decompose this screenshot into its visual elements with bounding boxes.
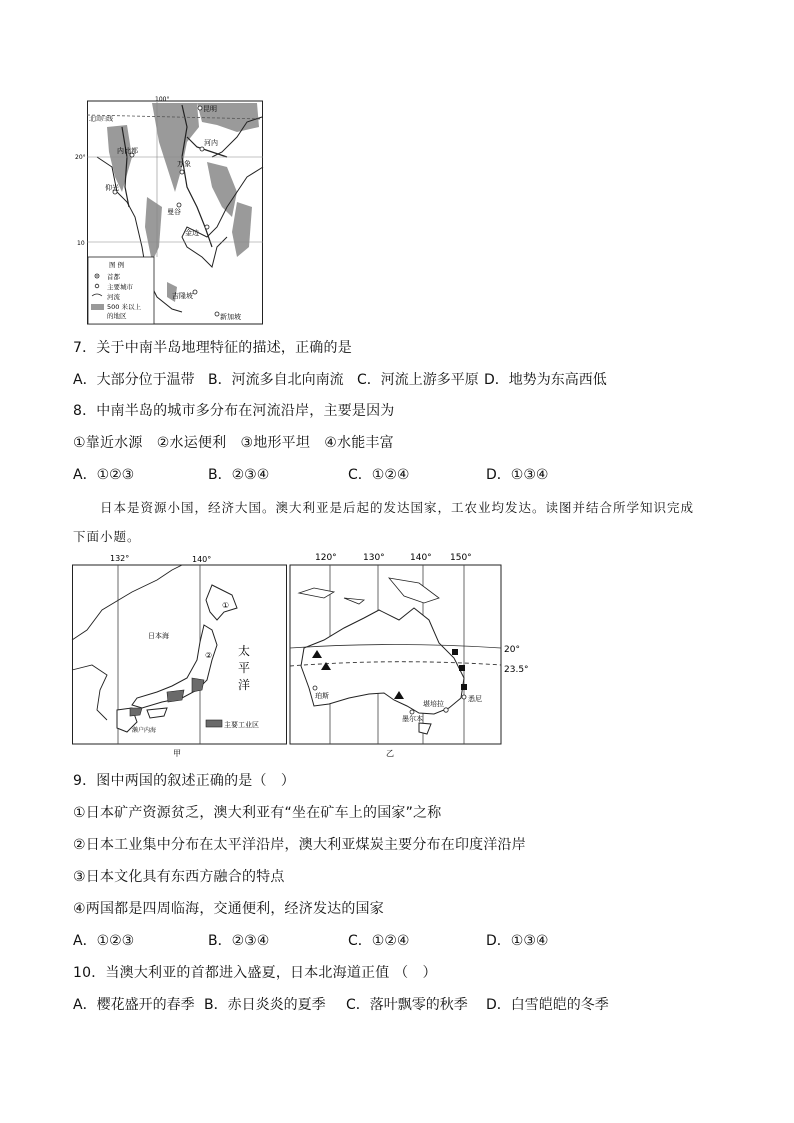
legend-swatch — [206, 720, 222, 727]
svg-text:主要城市: 主要城市 — [107, 283, 133, 291]
q10-option-b[interactable]: B．赤日炎炎的夏季 — [204, 997, 326, 1013]
tropic-label: 北回归线 — [89, 116, 114, 123]
q9-statement-1: ①日本矿产资源贫乏，澳大利亚有“坐在矿车上的国家”之称 — [73, 805, 442, 821]
q8-option-b[interactable]: B．②③④ — [208, 467, 270, 483]
city-hanoi: 河内 — [204, 139, 218, 147]
lat-20-label: 20° — [504, 645, 520, 655]
q10-option-a[interactable]: A．樱花盛开的春季 — [73, 997, 195, 1013]
q8-option-c[interactable]: C．①②④ — [348, 467, 410, 483]
lat-23-5-label: 23.5° — [504, 665, 529, 675]
sea-label: 日本海 — [148, 632, 169, 640]
q9-stem: 9．图中两国的叙述正确的是（ ） — [73, 773, 296, 789]
q8-option-d[interactable]: D．①③④ — [486, 467, 549, 483]
city-phnompenh: 金边 — [185, 229, 199, 237]
svg-text:首都: 首都 — [107, 273, 120, 281]
q9-option-b[interactable]: B．②③④ — [208, 933, 270, 949]
city-yangon: 仰光 — [105, 184, 119, 192]
q9-statement-3: ③日本文化具有东西方融合的特点 — [73, 869, 285, 885]
indochina-map — [75, 96, 263, 325]
city-perth: 珀斯 — [315, 692, 329, 700]
q8-items: ①靠近水源 ②水运便利 ③地形平坦 ④水能丰富 — [73, 435, 394, 451]
q9-statement-4: ④两国都是四周临海，交通便利，经济发达的国家 — [73, 901, 384, 917]
q7-option-a[interactable]: A．大部分位于温带 — [73, 372, 195, 388]
intro-line-2: 下面小题。 — [73, 529, 141, 544]
q8-stem: 8．中南半岛的城市多分布在河流沿岸，主要是因为 — [73, 403, 395, 419]
ocean-char-2: 平 — [238, 661, 251, 675]
city-bangkok: 曼谷 — [167, 208, 181, 216]
q9-option-c[interactable]: C．①②④ — [348, 933, 410, 949]
legend-label: 主要工业区 — [224, 721, 259, 729]
lat-10-label: 10 — [77, 240, 85, 247]
q9-option-d[interactable]: D．①③④ — [486, 933, 549, 949]
map1-legend — [88, 257, 154, 324]
caption-yi: 乙 — [386, 749, 394, 758]
svg-text:图 例: 图 例 — [109, 261, 125, 269]
svg-text:的地区: 的地区 — [107, 312, 127, 320]
city-kualalumpur: 吉隆坡 — [172, 292, 193, 300]
city-sydney: 悉尼 — [468, 695, 482, 703]
city-canberra: 堪培拉 — [423, 700, 444, 708]
q10-stem: 10．当澳大利亚的首都进入盛夏，日本北海道正值 （ ） — [73, 965, 437, 981]
city-melbourne: 墨尔本 — [402, 715, 423, 723]
q7-option-c[interactable]: C．河流上游多平原 — [357, 372, 479, 388]
city-vientiane: 万象 — [177, 160, 191, 168]
q7-stem: 7．关于中南半岛地理特征的描述，正确的是 — [73, 340, 352, 356]
lat-20-label: 20° — [75, 154, 86, 161]
caption-jia: 甲 — [173, 749, 181, 758]
lon-150-label: 150° — [450, 553, 472, 563]
num-2: ② — [205, 651, 213, 660]
q7-option-b[interactable]: B．河流多自北向南流 — [208, 372, 344, 388]
lon-140-label: 140° — [192, 555, 212, 564]
q8-option-a[interactable]: A．①②③ — [73, 467, 135, 483]
q10-option-c[interactable]: C．落叶飘零的秋季 — [346, 997, 468, 1013]
lon-140-label: 140° — [410, 553, 432, 563]
city-kunming: 昆明 — [203, 105, 217, 113]
svg-text:500 米以上: 500 米以上 — [107, 303, 141, 311]
q9-statement-2: ②日本工业集中分布在太平洋沿岸，澳大利亚煤炭主要分布在印度洋沿岸 — [73, 837, 526, 853]
svg-text:河流: 河流 — [107, 293, 120, 301]
lon-130-label: 130° — [363, 553, 385, 563]
ocean-char-3: 洋 — [238, 678, 251, 692]
lon-100-label: 100° — [155, 96, 170, 103]
intro-line-1: 日本是资源小国，经济大国。澳大利亚是后起的发达国家，工农业均发达。读图并结合所学知识完成 — [100, 500, 695, 515]
num-1: ① — [222, 601, 230, 610]
australia-map — [289, 548, 534, 762]
q7-option-d[interactable]: D．地势为东高西低 — [484, 372, 607, 388]
lon-120-label: 120° — [315, 553, 337, 563]
ocean-char-1: 太 — [238, 644, 251, 658]
city-singapore: 新加坡 — [220, 313, 241, 321]
setonaikai-label: 濑户内海 — [132, 727, 157, 734]
q10-option-d[interactable]: D．白雪皑皑的冬季 — [486, 997, 609, 1013]
japan-map — [72, 550, 288, 762]
lon-132-label: 132° — [110, 554, 130, 563]
q9-option-a[interactable]: A．①②③ — [73, 933, 135, 949]
city-naypyidaw: 内比都 — [117, 147, 138, 155]
